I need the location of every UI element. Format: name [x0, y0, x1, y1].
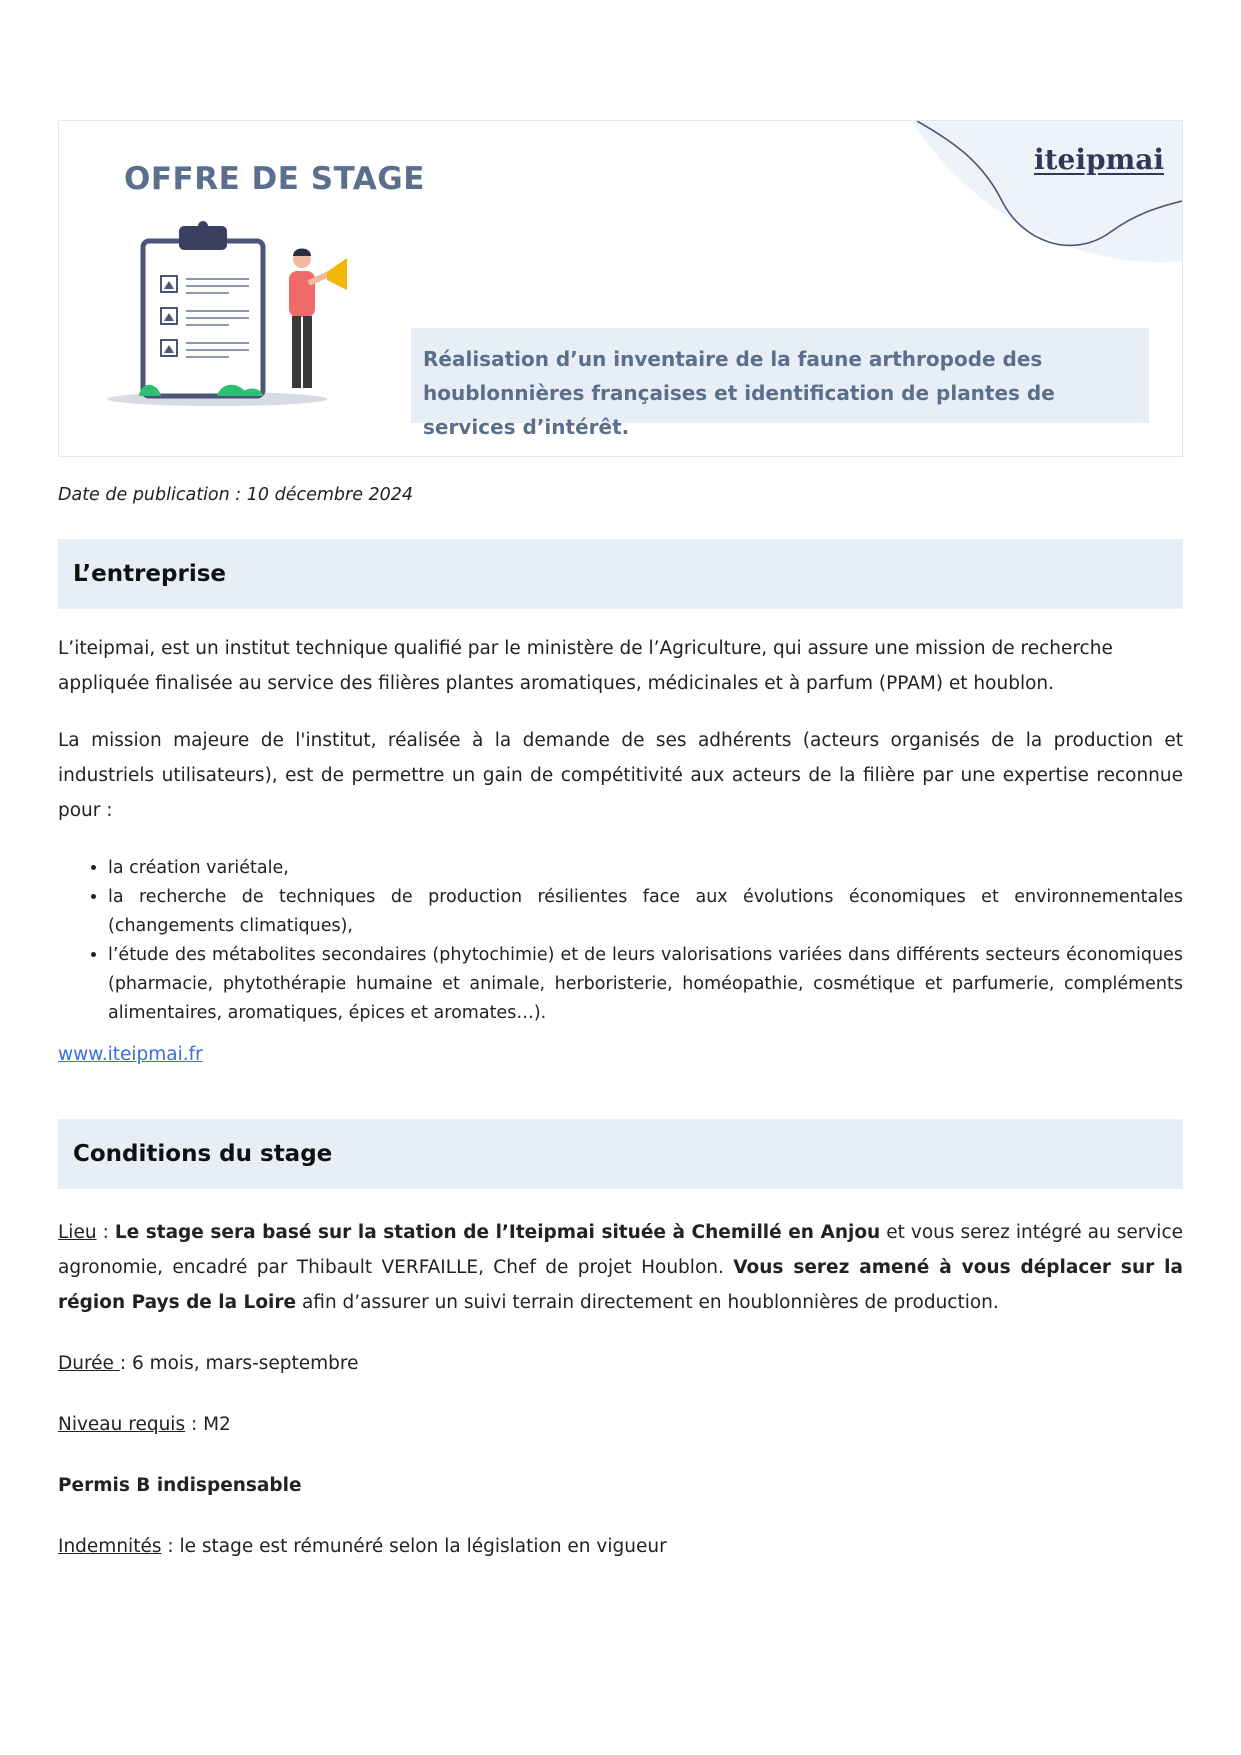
indemnites-label: Indemnités: [58, 1536, 162, 1557]
niveau-label: Niveau requis: [58, 1414, 186, 1435]
offer-subtitle: Réalisation d’un inventaire de la faune arthropode des houblonnières françaises et identification de plantes de services d’intérêt.: [423, 347, 1055, 439]
offer-title: OFFRE DE STAGE: [124, 161, 425, 197]
lieu-paragraph: [58, 1215, 1183, 1320]
niveau-value: : M2: [185, 1414, 231, 1435]
expertise-list: [58, 854, 1183, 1028]
subtitle-box: [411, 328, 1149, 439]
section-heading-conditions: Conditions du stage: [58, 1119, 1183, 1189]
website-link[interactable]: www.iteipmai.fr: [58, 1044, 203, 1065]
lieu-text-1: et vous serez intégré au service agronomie, encadré par Thibault VERFAILLE, Chef de projet Houblon.: [58, 1222, 1183, 1278]
lieu-bold-1: Le stage sera basé sur la station de l’Iteipmai située à Chemillé en Anjou: [114, 1222, 881, 1243]
list-item: • l’étude des métabolites secondaires (phytochimie) et de leurs valorisations variées dans différents secteurs économiques (pharmacie, phytothérapie humaine et animale, herboristerie, homéopathie, cosmétique et parfumerie, compléments alimentaires, aromatiques, épices et aromates…).: [108, 941, 1183, 1028]
section-heading-entreprise: L’entreprise: [58, 539, 1183, 609]
lieu-text-2: afin d’assurer un suivi terrain directement en houblonnières de production.: [296, 1292, 999, 1313]
document-page: [58, 120, 1183, 1564]
indemnites-line: [58, 1529, 1183, 1564]
header-banner: [58, 120, 1183, 457]
lieu-label: Lieu: [58, 1222, 97, 1243]
lieu-separator: :: [96, 1222, 115, 1243]
lieu-bold-2: Vous serez amené à vous déplacer sur la région Pays de la Loire: [58, 1257, 1183, 1313]
duree-label: Durée: [58, 1353, 120, 1374]
publication-date: Date de publication : 10 décembre 2024: [58, 485, 414, 505]
entreprise-paragraph-1: L’iteipmai, est un institut technique qualifié par le ministère de l’Agriculture, qui assure une mission de recherche appliquée finalisée au service des filières plantes aromatiques, médicinales et à parfum (PPAM) et houblon.: [58, 638, 1113, 694]
iteipmai-logo: iteipmai: [1033, 143, 1164, 176]
clipboard-megaphone-illustration: [89, 216, 349, 416]
entreprise-paragraph-2: La mission majeure de l'institut, réalisée à la demande de ses adhérents (acteurs organisés de la production et industriels utilisateurs), est de permettre un gain de compétitivité aux acteurs de la filière par une expertise reconnue pour :: [58, 730, 1183, 821]
niveau-line: [58, 1407, 1183, 1442]
list-item: • la création variétale,: [108, 854, 1183, 883]
duree-value: : 6 mois, mars-septembre: [119, 1353, 359, 1374]
list-item: • la recherche de techniques de production résilientes face aux évolutions économiques et environnementales (changements climatiques),: [108, 883, 1183, 941]
conditions-section: [58, 1215, 1183, 1564]
indemnites-value: : le stage est rémunéré selon la législation en vigueur: [161, 1536, 667, 1557]
permis-line: Permis B indispensable: [58, 1475, 302, 1496]
duree-line: [58, 1346, 1183, 1381]
